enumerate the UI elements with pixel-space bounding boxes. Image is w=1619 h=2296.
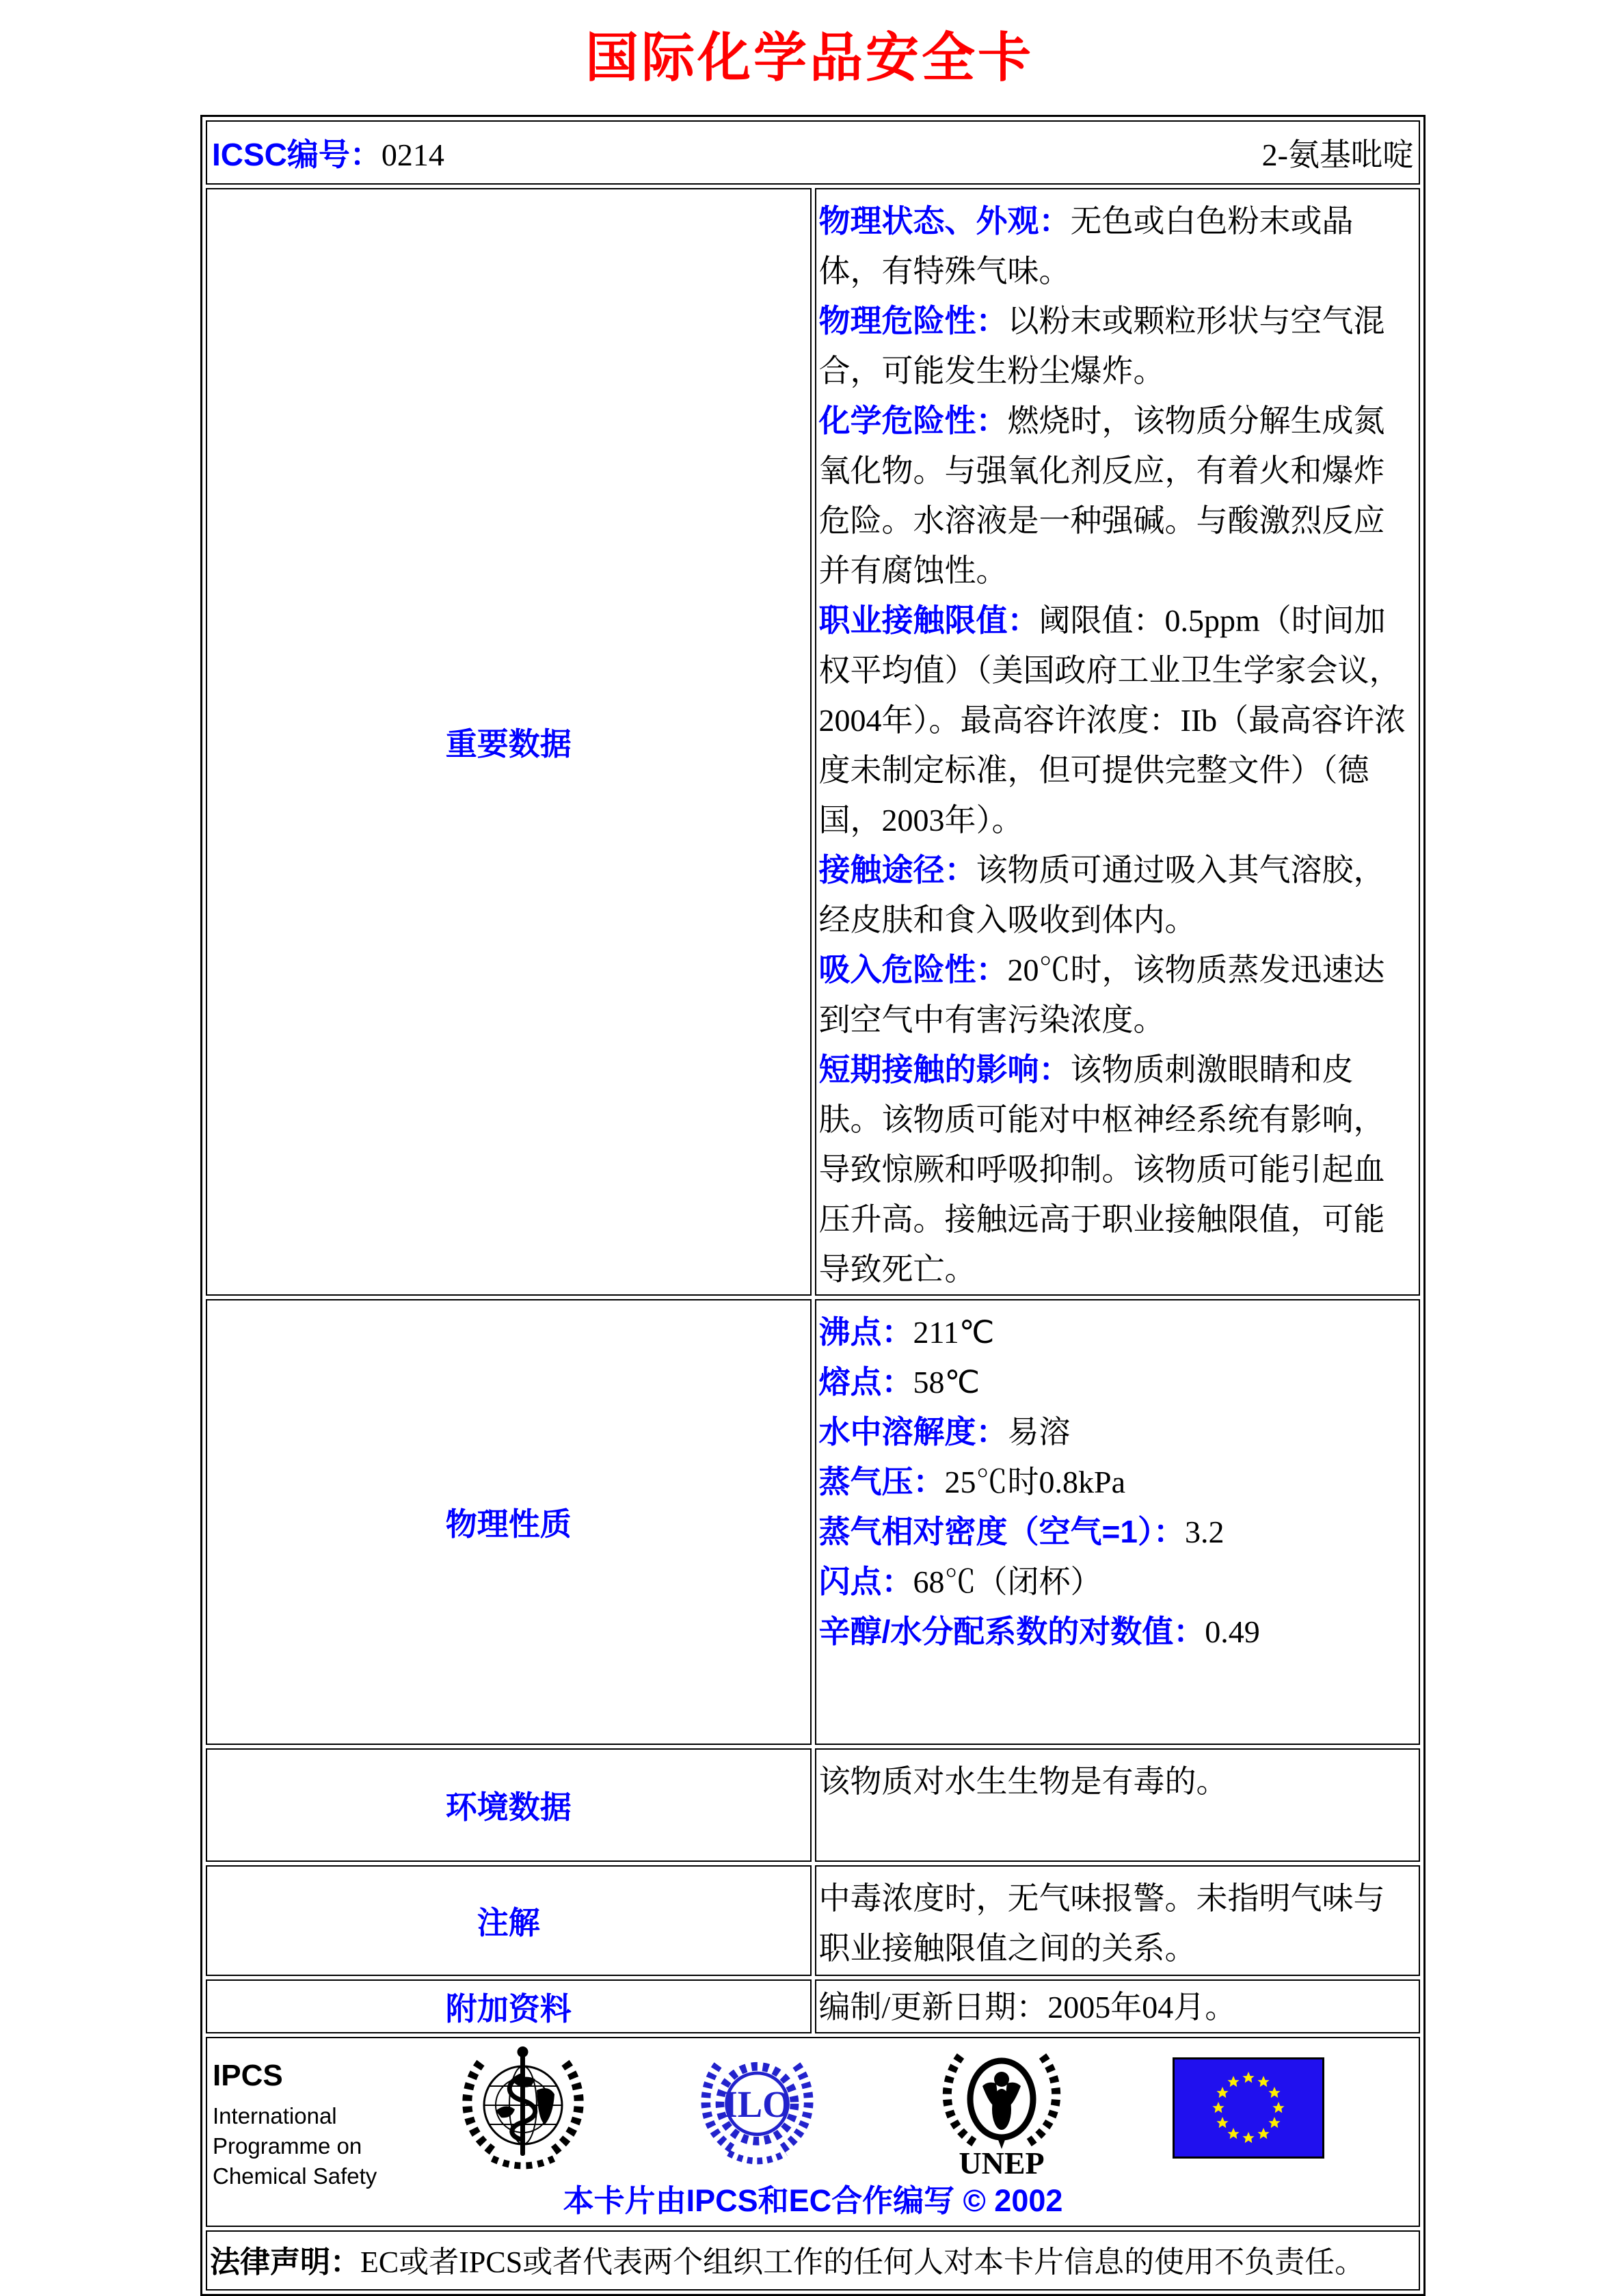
field-label: 接触途径： — [818, 852, 976, 887]
field-label: 职业接触限值： — [818, 602, 1039, 638]
field-short-term-effects — [819, 1045, 1411, 1294]
additional-info-row-label: 附加资料 — [206, 1979, 812, 2033]
environmental-data-row — [206, 1748, 1420, 1862]
header-row — [206, 120, 1420, 185]
physical-properties-row-label: 物理性质 — [206, 1299, 812, 1745]
field-occupational-exposure-limits — [819, 596, 1411, 845]
prop-vapor-pressure — [819, 1457, 1411, 1507]
eu-flag-icon — [1173, 2057, 1324, 2159]
important-data-row-label: 重要数据 — [206, 188, 812, 1296]
field-label: 短期接触的影响： — [818, 1052, 1071, 1087]
icsc-number-group — [212, 130, 444, 175]
prop-boiling-point — [819, 1307, 1411, 1357]
ipcs-line: International — [213, 2103, 337, 2128]
field-physical-state — [819, 196, 1411, 296]
legal-cell — [206, 2230, 1420, 2291]
environmental-data-content — [815, 1748, 1421, 1862]
field-chemical-danger — [819, 396, 1411, 596]
important-data-row — [206, 188, 1420, 1296]
page-title: 国际化学品安全卡 — [585, 28, 1034, 88]
prop-flash-point — [819, 1557, 1411, 1607]
notes-row — [206, 1865, 1420, 1976]
prop-value: 211℃ — [913, 1315, 995, 1350]
field-inhalation-risk — [819, 945, 1411, 1045]
important-data-content — [815, 188, 1421, 1296]
logos-cell — [206, 2037, 1420, 2227]
prop-value: 25℃时0.8kPa — [944, 1465, 1125, 1499]
notes-text: 中毒浓度时，无气味报警。未指明气味与职业接触限值之间的关系。 — [818, 1881, 1385, 1966]
field-value: 阈限值：0.5ppm（时间加权平均值）（美国政府工业卫生学家会议，2004年）。最高容许浓度：IIb（最高容许浓度未制定标准，但可提供完整文件）（德国，2003年）。 — [818, 603, 1406, 838]
prop-label: 沸点： — [818, 1314, 913, 1350]
field-value: 20℃时，该物质蒸发迅速达到空气中有害污染浓度。 — [818, 952, 1385, 1037]
notes-content — [815, 1865, 1421, 1976]
environmental-data-text: 该物质对水生生物是有毒的。 — [818, 1764, 1228, 1799]
credit-text: 本卡片由IPCS和EC合作编写 — [563, 2183, 955, 2218]
icsc-number-label: ICSC编号： — [212, 137, 382, 172]
prop-label: 闪点： — [818, 1564, 913, 1599]
prop-label: 蒸气相对密度（空气=1）： — [818, 1514, 1185, 1549]
legal-row — [206, 2230, 1420, 2291]
prop-label: 水中溶解度： — [818, 1414, 1008, 1450]
field-physical-danger — [819, 296, 1411, 396]
field-value: 无色或白色粉末或晶体，有特殊气味。 — [818, 204, 1354, 289]
prop-value: 0.49 — [1205, 1614, 1260, 1649]
ipcs-title: IPCS — [213, 2059, 283, 2092]
ilo-emblem-icon — [694, 2048, 820, 2174]
ilo-letters: ILO — [723, 2083, 792, 2126]
prop-logp — [819, 1607, 1411, 1657]
field-value: 以粉末或颗粒形状与空气混合，可能发生粉尘爆炸。 — [818, 304, 1385, 388]
icsc-card-table — [200, 115, 1426, 2296]
ipcs-line: Chemical Safety — [213, 2163, 377, 2189]
field-label: 物理状态、外观： — [818, 203, 1071, 239]
unep-emblem-icon — [933, 2041, 1070, 2178]
field-label: 物理危险性： — [818, 303, 1008, 338]
legal-text: EC或者IPCS或者代表两个组织工作的任何人对本卡片信息的使用不负责任。 — [360, 2245, 1365, 2279]
additional-info-text: 编制/更新日期：2005年04月。 — [818, 1990, 1237, 2025]
prop-label: 熔点： — [818, 1364, 913, 1400]
prop-label: 蒸气压： — [818, 1464, 945, 1499]
field-value: 该物质刺激眼睛和皮肤。该物质可能对中枢神经系统有影响，导致惊厥和呼吸抑制。该物质可能引起血压升高。接触远高于职业接触限值，可能导致死亡。 — [818, 1052, 1385, 1287]
field-routes-of-exposure — [819, 845, 1411, 945]
prop-value: 58℃ — [913, 1365, 980, 1400]
logos-row — [206, 2037, 1420, 2227]
prop-melting-point — [819, 1357, 1411, 1407]
legal-label: 法律声明： — [210, 2245, 360, 2279]
prop-value: 3.2 — [1184, 1514, 1225, 1549]
prop-label: 辛醇/水分配系数的对数值： — [818, 1614, 1205, 1649]
additional-info-content — [815, 1979, 1421, 2033]
icsc-number-value: 0214 — [381, 137, 444, 172]
field-value: 该物质可通过吸入其气溶胶，经皮肤和食入吸收到体内。 — [818, 853, 1385, 937]
prop-water-solubility — [819, 1407, 1411, 1457]
unep-letters: UNEP — [959, 2146, 1045, 2178]
ipcs-line: Programme on — [213, 2133, 362, 2159]
prop-vapor-density — [819, 1507, 1411, 1557]
who-emblem-icon — [455, 2042, 591, 2172]
additional-info-row — [206, 1979, 1420, 2033]
field-label: 化学危险性： — [818, 403, 1008, 438]
field-label: 吸入危险性： — [818, 952, 1008, 987]
notes-row-label: 注解 — [206, 1865, 812, 1976]
physical-properties-content — [815, 1299, 1421, 1745]
prop-value: 易溶 — [1007, 1415, 1071, 1450]
physical-properties-row — [206, 1299, 1420, 1745]
environmental-data-row-label: 环境数据 — [206, 1748, 812, 1862]
field-value: 燃烧时，该物质分解生成氮氧化物。与强氧化剂反应，有着火和爆炸危险。水溶液是一种强碱。与酸激烈反应并有腐蚀性。 — [818, 403, 1385, 588]
prop-value: 68℃（闭杯） — [913, 1564, 1102, 1599]
card-credit-line — [207, 2176, 1419, 2220]
chemical-name: 2-氨基吡啶 — [1261, 137, 1414, 172]
credit-copyright: © 2002 — [963, 2183, 1063, 2218]
header-cell — [206, 120, 1420, 185]
ipcs-text-block — [213, 2059, 377, 2191]
